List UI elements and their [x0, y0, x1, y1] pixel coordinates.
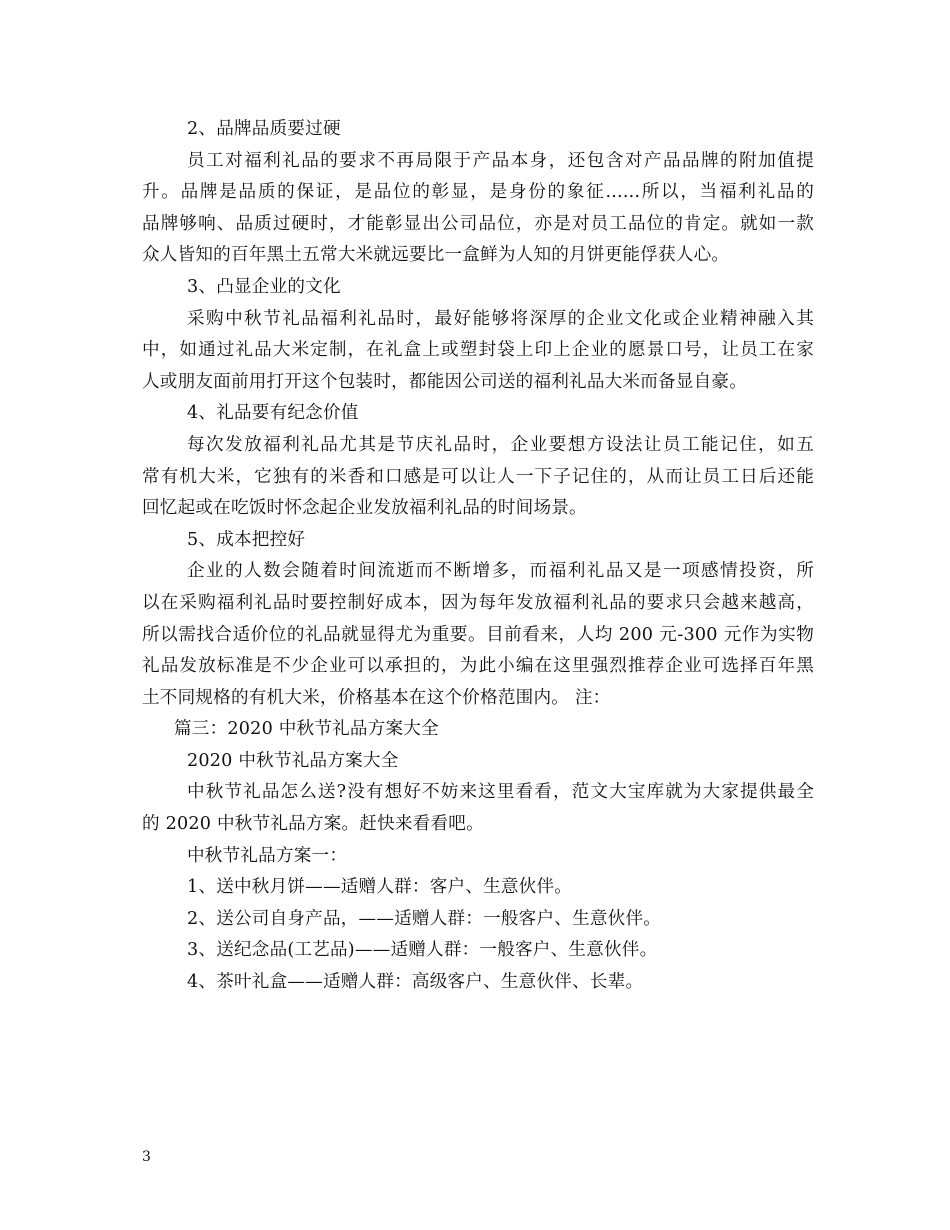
text-line: 2、送公司自身产品，——适赠人群：一般客户、生意伙伴。 — [187, 908, 662, 929]
text-line: 中，如通过礼品大米定制，在礼盒上或塑封袋上印上企业的愿景口号，让员工在家 — [142, 340, 814, 361]
text-line: 土不同规格的有机大米，价格基本在这个价格范围内。 注： — [142, 687, 611, 708]
text-line: 3、凸显企业的文化 — [187, 276, 341, 297]
text-line: 以在采购福利礼品时要控制好成本，因为每年发放福利礼品的要求只会越来越高， — [142, 592, 814, 613]
text-line: 采购中秋节礼品福利礼品时，最好能够将深厚的企业文化或企业精神融入其 — [187, 308, 814, 329]
text-line: 人或朋友面前用打开这个包装时，都能因公司送的福利礼品大米而备显自豪。 — [142, 371, 747, 392]
text-line: 4、礼品要有纪念价值 — [187, 403, 359, 424]
text-line: 品牌够响、品质过硬时，才能彰显出公司品位，亦是对员工品位的肯定。就如一款 — [142, 213, 814, 234]
document-body — [142, 114, 814, 999]
text-line: 3、送纪念品(工艺品)——适赠人群：一般客户、生意伙伴。 — [187, 940, 658, 961]
text-line: 每次发放福利礼品尤其是节庆礼品时，企业要想方设法让员工能记住，如五 — [187, 434, 814, 455]
text-line: 的 2020 中秋节礼品方案。赶快来看看吧。 — [142, 814, 484, 835]
text-line: 2、品牌品质要过硬 — [187, 119, 341, 139]
text-line: 1、送中秋月饼——适赠人群：客户、生意伙伴。 — [187, 877, 573, 898]
text-line: 众人皆知的百年黑土五常大米就远要比一盒鲜为人知的月饼更能俘获人心。 — [142, 245, 730, 266]
text-line: 篇三：2020 中秋节礼品方案大全 — [174, 719, 439, 740]
text-line: 企业的人数会随着时间流逝而不断增多，而福利礼品又是一项感情投资，所 — [187, 561, 814, 582]
text-line: 员工对福利礼品的要求不再局限于产品本身，还包含对产品品牌的附加值提 — [187, 150, 814, 171]
text-line: 中秋节礼品方案一： — [187, 845, 348, 866]
text-line: 中秋节礼品怎么送?没有想好不妨来这里看看，范文大宝库就为大家提供最全 — [187, 782, 814, 803]
text-line: 回忆起或在吃饭时怀念起企业发放福利礼品的时间场景。 — [142, 498, 587, 519]
text-line: 4、茶叶礼盒——适赠人群：高级客户、生意伙伴、长辈。 — [187, 972, 644, 993]
text-line: 升。品牌是品质的保证，是品位的彰显，是身份的象征......所以，当福利礼品的 — [142, 182, 814, 203]
text-line: 所以需找合适价位的礼品就显得尤为重要。目前看来，人均 200 元-300 元作为实物 — [142, 624, 814, 645]
text-line: 常有机大米，它独有的米香和口感是可以让人一下子记住的，从而让员工日后还能 — [142, 466, 814, 487]
text-line: 2020 中秋节礼品方案大全 — [187, 750, 399, 771]
page-number: 3 — [142, 1149, 151, 1165]
text-line: 礼品发放标准是不少企业可以承担的，为此小编在这里强烈推荐企业可选择百年黑 — [142, 656, 814, 677]
text-line: 5、成本把控好 — [187, 529, 306, 550]
